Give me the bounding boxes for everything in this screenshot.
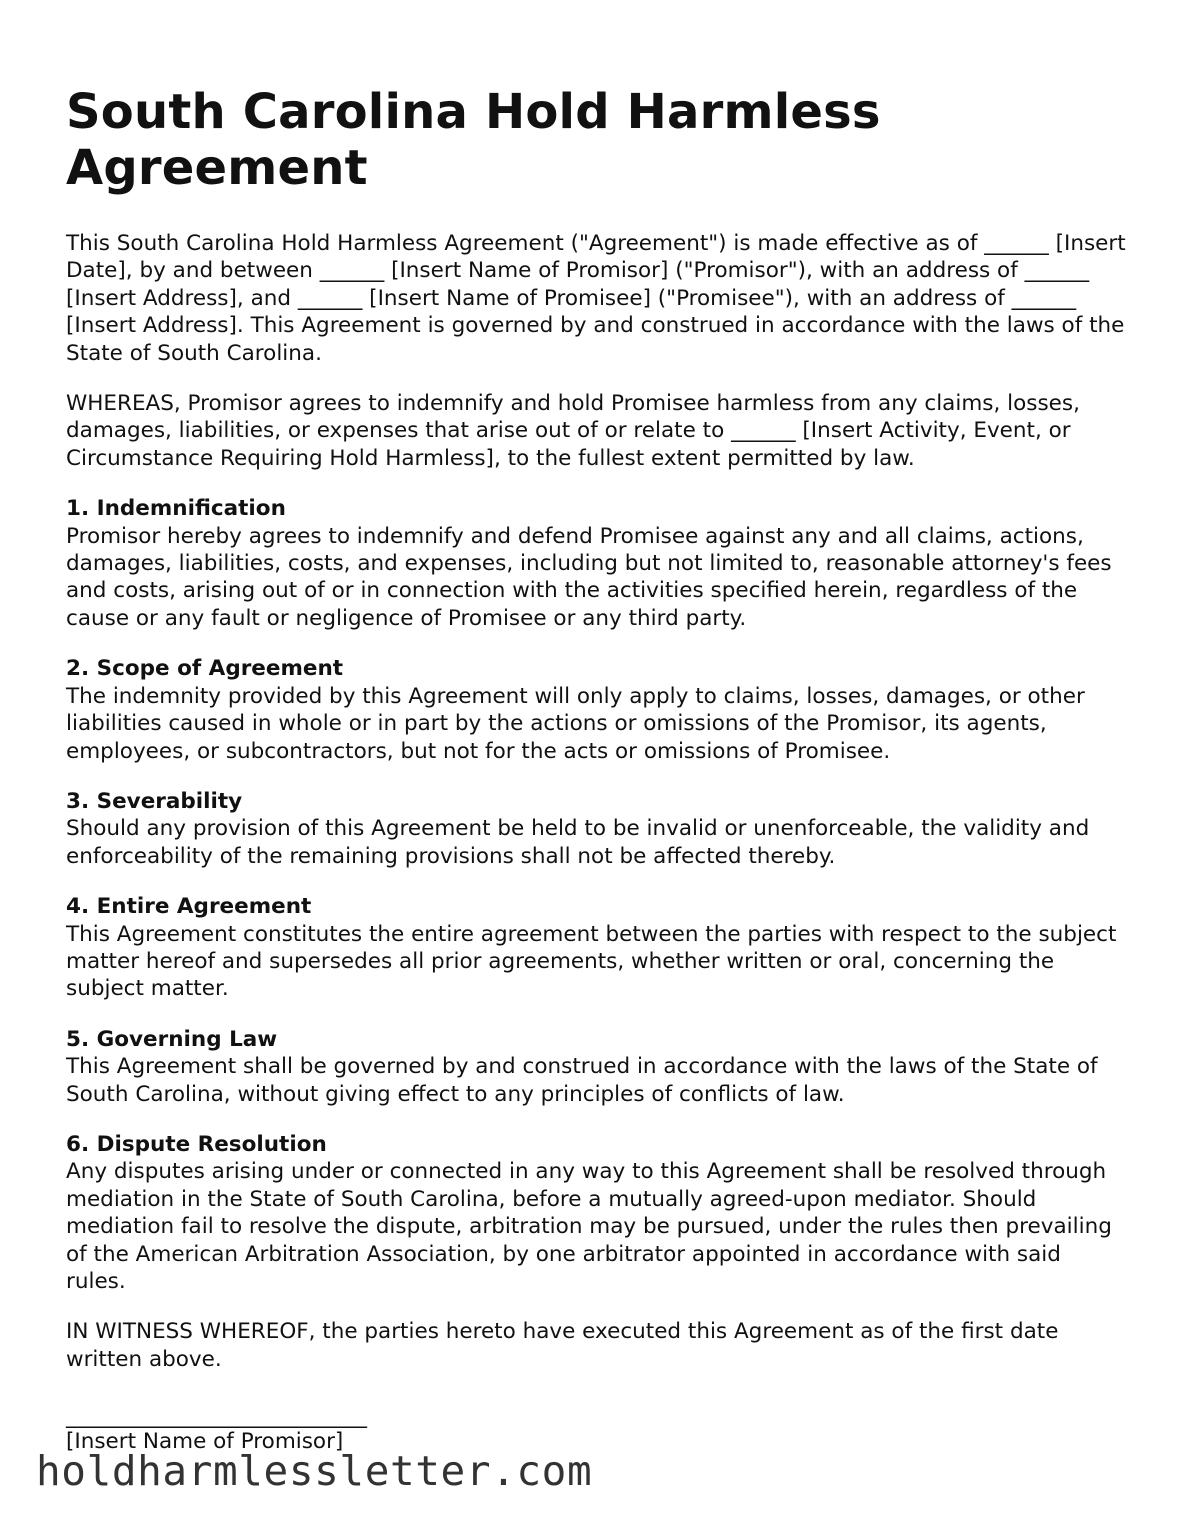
document-title: South Carolina Hold Harmless Agreement bbox=[66, 84, 881, 196]
section-body: Promisor hereby agrees to indemnify and defend Promisee against any and all claims, actions, damages, liabilities, costs, and expenses, including but not limited to, reasonable attorney's fees and costs, arising out of or in connection with the activities specified herein, regardless of the cause or any fault or negligence of Promisee or any third party. bbox=[66, 523, 1112, 631]
section-heading: 1. Indemnification bbox=[66, 496, 286, 522]
section-heading: 3. Severability bbox=[66, 788, 243, 814]
section-heading: 6. Dispute Resolution bbox=[66, 1131, 327, 1157]
whereas-paragraph: WHEREAS, Promisor agrees to indemnify and hold Promisee harmless from any claims, losses, damages, liabilities, or expenses that arise out of or relate to ______ [Insert Activity, Event, or Circumstance Requiring Hold Harmless], to the fullest extent permitted by law. bbox=[66, 391, 1080, 471]
section-body: Should any provision of this Agreement be held to be invalid or unenforceable, the validity and enforceability of the remaining provisions shall not be affected thereby. bbox=[66, 816, 1090, 869]
section-dispute-resolution bbox=[66, 1131, 1126, 1295]
section-entire-agreement bbox=[66, 893, 1126, 1003]
section-indemnification bbox=[66, 495, 1126, 632]
section-heading: 2. Scope of Agreement bbox=[66, 656, 344, 682]
section-heading: 5. Governing Law bbox=[66, 1026, 278, 1052]
signature-line: ____________________________ bbox=[66, 1404, 367, 1430]
witness-paragraph: IN WITNESS WHEREOF, the parties hereto have executed this Agreement as of the first date written above. bbox=[66, 1319, 1059, 1372]
section-body: The indemnity provided by this Agreement will only apply to claims, losses, damages, or other liabilities caused in whole or in part by the actions or omissions of the Promisor, its agents, employees, or subcontractors, but not for the acts or omissions of Promisee. bbox=[66, 683, 1085, 764]
watermark-text: holdharmlessletter.com bbox=[36, 1447, 593, 1495]
intro-paragraph: This South Carolina Hold Harmless Agreement ("Agreement") is made effective as of ______ [Insert Date], by and between ______ [Insert Name of Promisor] ("Promisor"), with an address of ______ [Insert Address], and ______ [Insert Name of Promisee] ("Promisee"), with an address of ______ [Insert Address]. This Agreement is governed by and construed in accordance with the laws of the State of South Carolina. bbox=[66, 231, 1126, 366]
section-body: This Agreement shall be governed by and construed in accordance with the laws of the State of South Carolina, without giving effect to any principles of conflicts of law. bbox=[66, 1054, 1098, 1107]
signature-name: [Insert Name of Promisor] bbox=[66, 1429, 344, 1455]
section-heading: 4. Entire Agreement bbox=[66, 894, 312, 920]
document-page bbox=[66, 84, 1126, 1456]
section-body: This Agreement constitutes the entire agreement between the parties with respect to the subject matter hereof and supersedes all prior agreements, whether written or oral, concerning the subject matter. bbox=[66, 921, 1117, 1002]
section-scope-of-agreement bbox=[66, 655, 1126, 765]
section-governing-law bbox=[66, 1026, 1126, 1108]
section-body: Any disputes arising under or connected in any way to this Agreement shall be resolved through mediation in the State of South Carolina, before a mutually agreed-upon mediator. Should mediation fail to resolve the dispute, arbitration may be pursued, under the rules then prevailing of the American Arbitration Association, by one arbitrator appointed in accordance with said rules. bbox=[66, 1159, 1112, 1294]
section-severability bbox=[66, 788, 1126, 870]
